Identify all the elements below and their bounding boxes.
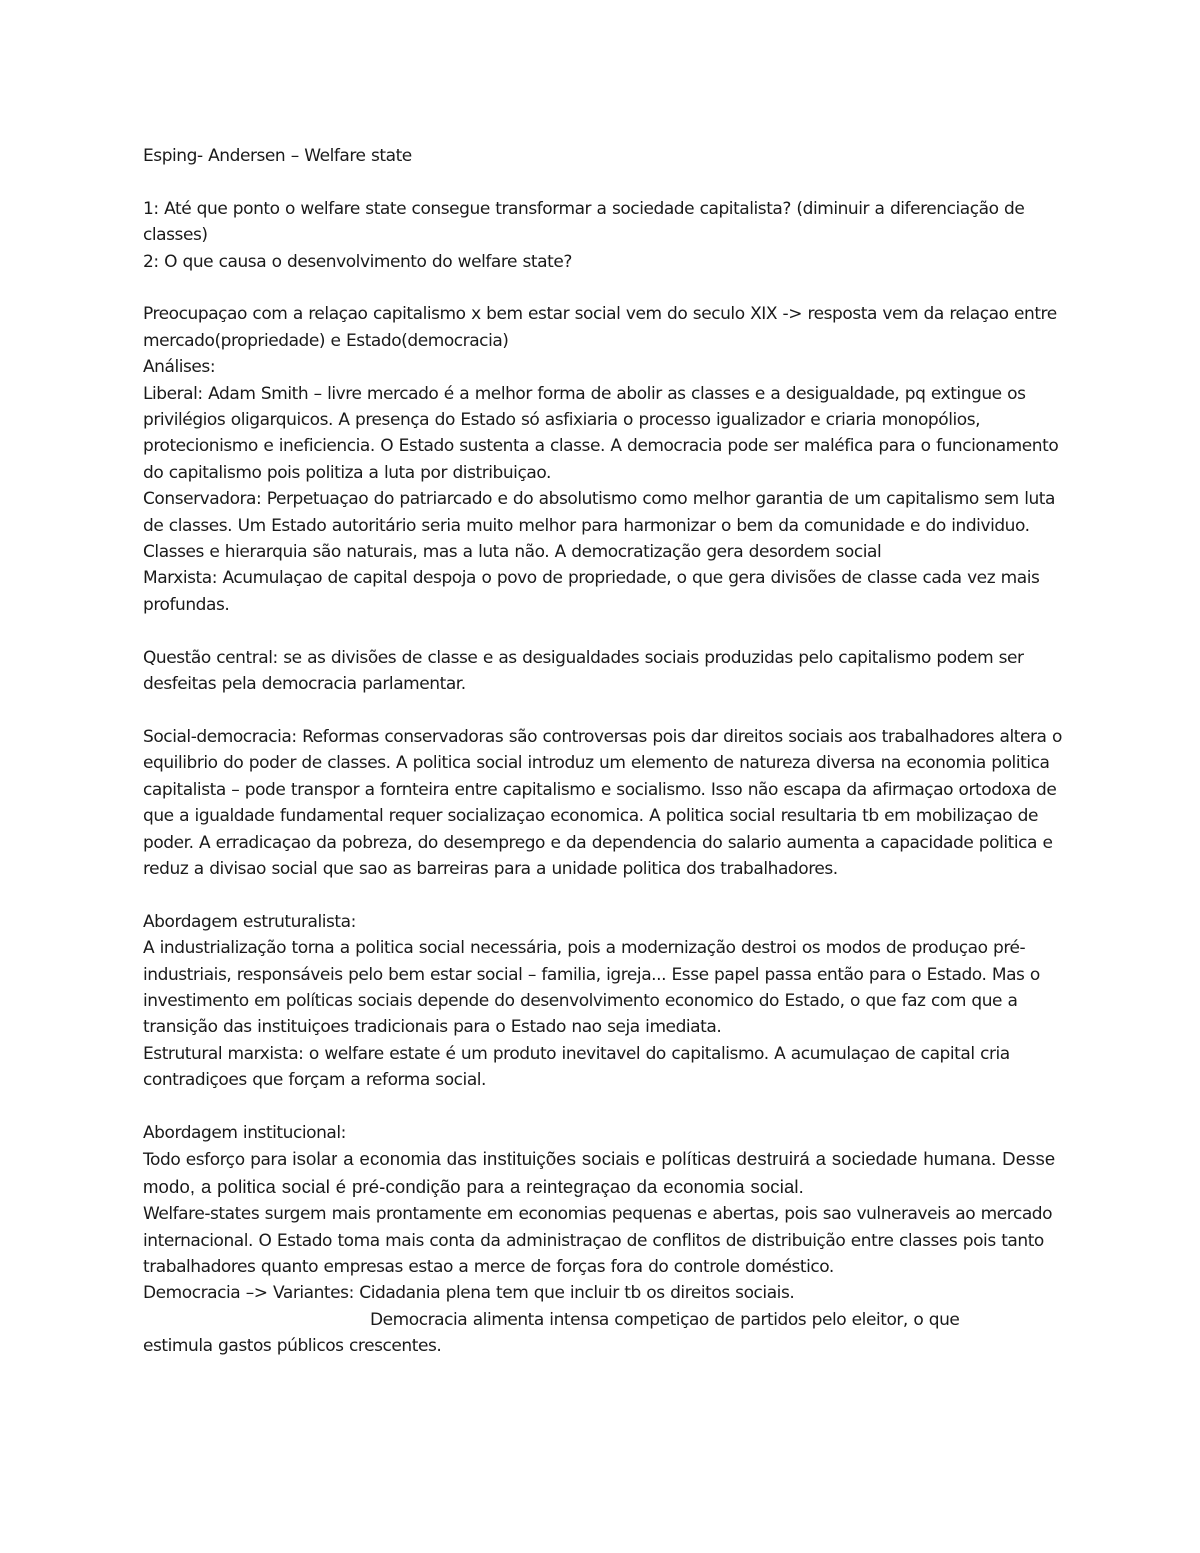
question-1: 1: Até que ponto o welfare state consegue transformar a sociedade capitalista? (diminuir a diferenciação de classes): [143, 198, 1025, 246]
conservadora-paragraph: Conservadora: Perpetuaçao do patriarcado e do absolutismo como melhor garantia de um capitalismo sem luta de classes. Um Estado autoritário seria muito melhor para harmonizar o bem da comunidade e do individuo. Classes e hierarquia são naturais, mas a luta não. A democratização gera desordem social: [143, 489, 1055, 563]
social-democracia-paragraph: Social-democracia: Reformas conservadoras são controversas pois dar direitos sociais aos trabalhadores altera o equilibrio do poder de classes. A politica social introduz um elemento de natureza diversa na economia politica capitalista – pode transpor a fornteira entre capitalismo e socialismo. Isso não escapa da afirmaçao ortodoxa de que a igualdade fundamental requer socializaçao economica. A politica social resultaria tb em mobilizaçao de poder. A erradicaçao da pobreza, do desemprego e da dependencia do salario aumenta a capacidade politica e reduz a divisao social que sao as barreiras para a unidade politica dos trabalhadores.: [143, 726, 1062, 879]
blank-line: [143, 882, 1063, 908]
blank-line: [143, 697, 1063, 723]
preocupacao-paragraph: Preocupaçao com a relaçao capitalismo x bem estar social vem do seculo XIX -> resposta vem da relaçao entre mercado(propriedade) e Estado(democracia): [143, 304, 1057, 351]
marxista-paragraph: Marxista: Acumulaçao de capital despoja o povo de propriedade, o que gera divisões de classe cada vez mais profundas.: [143, 568, 1040, 615]
blank-line: [143, 1094, 1063, 1120]
questao-central-paragraph: Questão central: se as divisões de classe e as desigualdades sociais produzidas pelo capitalismo podem ser desfeitas pela democracia parlamentar.: [143, 647, 1024, 695]
liberal-paragraph: Liberal: Adam Smith – livre mercado é a melhor forma de abolir as classes e a desigualdade, pq extingue os privilégios oligarquicos. A presença do Estado só asfixiaria o processo igualizador e criaria monopólios, protecionismo e ineficiencia. O Estado sustenta a classe. A democracia pode ser maléfica para o funcionamento do capitalismo pois politiza a luta por distribuiçao.: [143, 383, 1059, 483]
institucional-paragraph: [143, 1146, 1063, 1201]
blank-line: [143, 275, 1063, 301]
institucional-text-start: Todo esforço para: [143, 1150, 293, 1171]
estruturalista-heading: Abordagem estruturalista:: [143, 911, 356, 932]
question-2: 2: O que causa o desenvolvimento do welfare state?: [143, 251, 572, 272]
institucional-heading: Abordagem institucional:: [143, 1122, 346, 1143]
estrutural-marxista-paragraph: Estrutural marxista: o welfare estate é um produto inevitavel do capitalismo. A acumulaçao de capital cria contradiçoes que forçam a reforma social.: [143, 1043, 1010, 1091]
blank-line: [143, 618, 1063, 644]
welfare-states-paragraph: Welfare-states surgem mais prontamente em economias pequenas e abertas, pois sao vulneraveis ao mercado internacional. O Estado toma mais conta da administraçao de conflitos de distribuição entre classes pois tanto trabalhadores quanto empresas estao a merce de forças fora do controle doméstico.: [143, 1204, 1053, 1277]
institucional-text-rest: isolar a economia das instituições sociais e políticas destruirá a sociedade humana. Desse modo, a politica social é pré-condição para a reintegraçao da economia social.: [143, 1148, 1056, 1197]
document-page: [143, 143, 1063, 1360]
document-title: Esping- Andersen – Welfare state: [143, 146, 412, 166]
democracia-line-3: estimula gastos públicos crescentes.: [143, 1336, 442, 1357]
blank-line: [143, 169, 1063, 195]
democracia-line-2: Democracia alimenta intensa competiçao de partidos pelo eleitor, o que: [370, 1309, 960, 1330]
estruturalista-paragraph: A industrialização torna a politica social necessária, pois a modernização destroi os modos de produçao pré-industriais, responsáveis pelo bem estar social – familia, igreja... Esse papel passa então para o Estado. Mas o investimento em políticas sociais depende do desenvolvimento economico do Estado, o que faz com que a transição das instituiçoes tradicionais para o Estado nao seja imediata.: [143, 938, 1040, 1038]
democracia-line: Democracia –> Variantes: Cidadania plena tem que incluir tb os direitos sociais.: [143, 1283, 795, 1304]
analises-heading: Análises:: [143, 357, 216, 378]
